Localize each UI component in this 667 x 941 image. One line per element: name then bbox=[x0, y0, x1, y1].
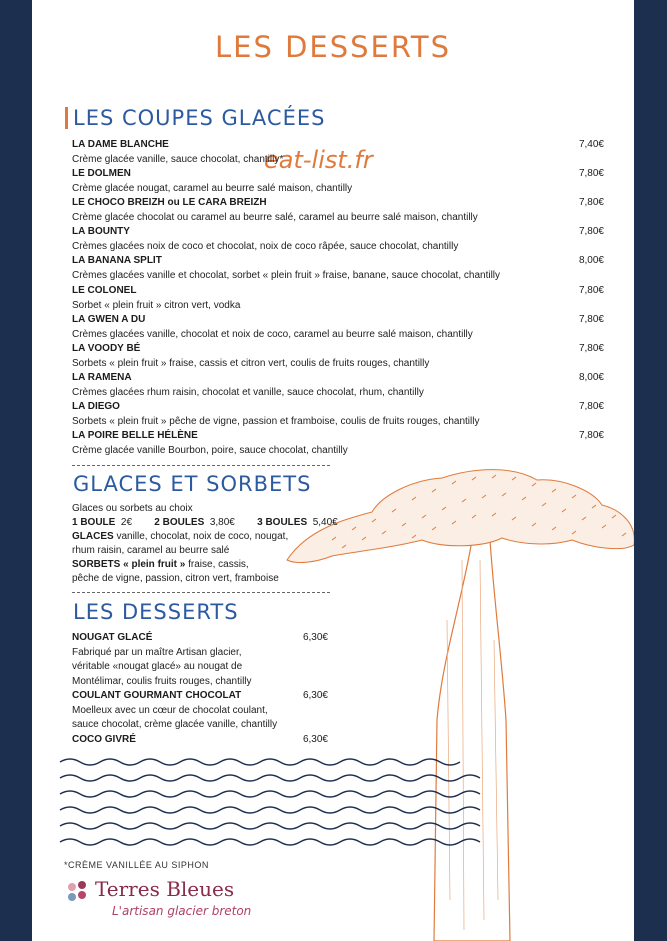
divider bbox=[72, 465, 330, 466]
menu-page bbox=[32, 0, 634, 941]
coupe-name: LE CHOCO BREIZH ou LE CARA BREIZH bbox=[72, 197, 267, 208]
scoop-prices bbox=[72, 517, 338, 529]
coupe-name: LA VOODY BÉ bbox=[72, 343, 141, 354]
coupe-price: 7,80€ bbox=[578, 285, 604, 296]
coupe-description: Crème glacée vanille Bourbon, poire, sauce chocolat, chantilly bbox=[72, 445, 348, 456]
coupe-name: LA DIEGO bbox=[72, 401, 120, 412]
dessert-description-line: Montélimar, coulis fruits rouges, chantilly bbox=[72, 676, 252, 687]
sorbets-line-1: fraise, cassis, bbox=[188, 559, 249, 570]
coupe-description: Crèmes glacées vanille, chocolat et noix de coco, caramel au beurre salé maison, chantilly bbox=[72, 329, 473, 340]
coupe-name: LA POIRE BELLE HÉLÈNE bbox=[72, 430, 198, 441]
coupe-name: LA GWEN A DU bbox=[72, 314, 146, 325]
sorbets-line-2: pêche de vigne, passion, citron vert, framboise bbox=[72, 573, 279, 584]
two-scoops-label: 2 BOULES bbox=[154, 517, 205, 528]
glaces-label: GLACES bbox=[72, 531, 114, 542]
dessert-description-line: Fabriqué par un maître Artisan glacier, bbox=[72, 647, 242, 658]
dessert-name: COCO GIVRÉ bbox=[72, 733, 136, 745]
coupe-description: Crèmes glacées vanille et chocolat, sorbet « plein fruit » fraise, banane, sauce chocolat, chantilly bbox=[72, 270, 501, 281]
coupe-name: LE COLONEL bbox=[72, 285, 137, 296]
section-title-glaces: GLACES ET SORBETS bbox=[73, 472, 312, 496]
page-title: LES DESSERTS bbox=[214, 30, 452, 64]
coupe-name: LE DOLMEN bbox=[72, 168, 131, 179]
coupe-price: 7,80€ bbox=[578, 401, 604, 412]
dessert-price: 6,30€ bbox=[302, 733, 328, 745]
coupe-description: Crème glacée nougat, caramel au beurre salé maison, chantilly bbox=[72, 183, 353, 194]
divider bbox=[72, 592, 330, 593]
dessert-name: COULANT GOURMANT CHOCOLAT bbox=[72, 690, 242, 701]
coupe-price: 7,80€ bbox=[578, 226, 604, 237]
coupe-description: Crèmes glacées noix de coco et chocolat, noix de coco râpée, sauce chocolat, chantilly bbox=[72, 241, 459, 252]
glaces-line-2: rhum raisin, caramel au beurre salé bbox=[72, 545, 230, 556]
watermark: eat-list.fr bbox=[264, 146, 373, 174]
coupe-price: 8,00€ bbox=[578, 372, 604, 383]
glaces-line-1: vanille, chocolat, noix de coco, nougat, bbox=[116, 531, 289, 542]
coupe-price: 7,80€ bbox=[578, 343, 604, 354]
two-scoops-price: 3,80€ bbox=[209, 517, 235, 528]
glaces-intro: Glaces ou sorbets au choix bbox=[72, 503, 193, 514]
coupe-price: 8,00€ bbox=[578, 255, 604, 266]
dessert-price: 6,30€ bbox=[302, 632, 328, 643]
coupe-price: 7,80€ bbox=[578, 168, 604, 179]
section-title-desserts: LES DESSERTS bbox=[73, 600, 239, 624]
logo-dot bbox=[68, 883, 76, 891]
dessert-description-line: Moelleux avec un cœur de chocolat coulant, bbox=[72, 705, 268, 716]
three-scoops-label: 3 BOULES bbox=[257, 517, 308, 528]
coupe-price: 7,40€ bbox=[578, 139, 604, 150]
brand-logo: Terres Bleues bbox=[95, 877, 235, 901]
coupe-description: Sorbet « plein fruit » citron vert, vodka bbox=[72, 300, 241, 311]
one-scoop-price: 2€ bbox=[120, 517, 133, 528]
logo-dot bbox=[78, 881, 86, 889]
one-scoop-label: 1 BOULE bbox=[72, 517, 116, 528]
three-scoops-price: 5,40€ bbox=[312, 517, 338, 528]
dessert-name: NOUGAT GLACÉ bbox=[72, 632, 153, 643]
coupe-description: Sorbets « plein fruit » fraise, cassis et citron vert, coulis de fruits rouges, chantilly bbox=[72, 358, 430, 369]
logo-dot bbox=[68, 893, 76, 901]
footnote: *CRÈME VANILLÉE AU SIPHON bbox=[64, 860, 209, 870]
dessert-price: 6,30€ bbox=[302, 690, 328, 701]
coupe-price: 7,80€ bbox=[578, 197, 604, 208]
coupe-description: Crème glacée chocolat ou caramel au beurre salé, caramel au beurre salé maison, chantilly bbox=[72, 212, 478, 223]
coupe-name: LA DAME BLANCHE bbox=[72, 139, 169, 150]
dessert-description-line: sauce chocolat, crème glacée vanille, chantilly bbox=[72, 719, 278, 730]
dessert-description-line: véritable «nougat glacé» au nougat de bbox=[72, 661, 243, 672]
coupe-description: Crèmes glacées rhum raisin, chocolat et vanille, sauce chocolat, rhum, chantilly bbox=[72, 387, 424, 398]
section-title-coupes: LES COUPES GLACÉES bbox=[73, 106, 326, 130]
coupe-name: LA BANANA SPLIT bbox=[72, 255, 162, 266]
coupe-name: LA BOUNTY bbox=[72, 226, 130, 237]
coupe-name: LA RAMENA bbox=[72, 372, 132, 383]
section-marker bbox=[65, 107, 68, 129]
logo-dot bbox=[78, 891, 86, 899]
coupe-price: 7,80€ bbox=[578, 430, 604, 441]
sorbets-flavours bbox=[72, 559, 249, 571]
coupe-description: Crème glacée vanille, sauce chocolat, chantilly* bbox=[72, 154, 284, 165]
glaces-flavours bbox=[72, 531, 288, 543]
brand-tagline: L'artisan glacier breton bbox=[112, 904, 252, 918]
coupe-price: 7,80€ bbox=[578, 314, 604, 325]
coupe-description: Sorbets « plein fruit » pêche de vigne, passion et framboise, coulis de fruits rouges, chantilly bbox=[72, 416, 480, 427]
sorbets-label: SORBETS « plein fruit » bbox=[72, 559, 186, 570]
